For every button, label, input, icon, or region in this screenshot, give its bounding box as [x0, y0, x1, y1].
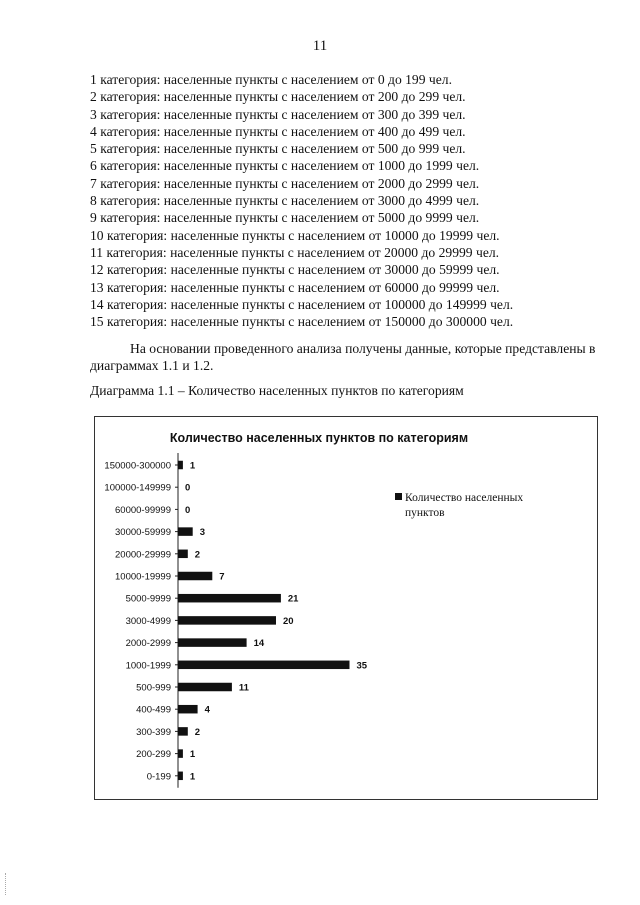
- chart-frame: [94, 416, 598, 800]
- bar: [178, 527, 193, 536]
- category-tick-label: 10000-19999: [115, 571, 171, 583]
- category-tick-label: 300-399: [136, 726, 171, 738]
- category-tick-label: 400-499: [136, 704, 171, 716]
- bar: [178, 461, 183, 470]
- bar: [178, 550, 188, 559]
- bar: [178, 616, 276, 625]
- category-line: 14 категория: населенные пункты с населением от 100000 до 149999 чел.: [90, 296, 514, 312]
- category-tick-label: 0-199: [146, 771, 171, 783]
- category-line: 9 категория: населенные пункты с населением от 5000 до 9999 чел.: [90, 210, 480, 226]
- category-line: 10 категория: населенные пункты с населением от 10000 до 19999 чел.: [90, 227, 500, 243]
- category-tick-label: 30000-59999: [115, 527, 171, 539]
- data-label: 3: [199, 527, 205, 539]
- category-line: 6 категория: населенные пункты с населением от 1000 до 1999 чел.: [90, 158, 480, 174]
- data-label: 14: [253, 638, 265, 650]
- bar: [178, 638, 247, 647]
- category-tick-label: 100000-149999: [104, 482, 171, 494]
- bar-chart: [95, 417, 596, 798]
- data-label: 2: [194, 726, 201, 738]
- analysis-paragraph: На основании проведенного анализа получены данные, которые представлены в диаграммах 1.1 и 1.2.: [90, 341, 596, 373]
- bar: [178, 661, 350, 670]
- category-line: 5 категория: населенные пункты с населением от 500 до 999 чел.: [90, 141, 466, 157]
- data-label: 20: [283, 615, 294, 627]
- bar: [178, 683, 232, 692]
- data-label: 21: [287, 593, 299, 605]
- category-line: 7 категория: населенные пункты с населением от 2000 до 2999 чел.: [90, 175, 480, 191]
- category-line: 2 категория: населенные пункты с населением от 200 до 299 чел.: [90, 89, 466, 105]
- category-line: 4 категория: населенные пункты с населением от 400 до 499 чел.: [90, 123, 466, 139]
- category-line: 1 категория: населенные пункты с населением от 0 до 199 чел.: [90, 72, 452, 87]
- data-label: 1: [189, 460, 196, 472]
- chart-legend: [395, 491, 525, 521]
- category-tick-label: 2000-2999: [125, 638, 171, 650]
- data-label: 7: [219, 571, 225, 583]
- category-line: 13 категория: населенные пункты с населением от 60000 до 99999 чел.: [90, 279, 500, 295]
- data-label: 4: [204, 704, 210, 716]
- category-line: 11 категория: населенные пункты с населением от 20000 до 29999 чел.: [90, 244, 500, 260]
- bar: [178, 594, 281, 603]
- chart-title: Количество населенных пунктов по категориям: [169, 431, 469, 445]
- scan-margin-mark: [5, 873, 7, 895]
- category-line: 12 категория: населенные пункты с населением от 30000 до 59999 чел.: [90, 262, 500, 278]
- category-tick-label: 5000-9999: [125, 593, 171, 605]
- category-tick-label: 150000-300000: [104, 460, 171, 472]
- page-number: 11: [312, 38, 328, 54]
- data-label: 0: [185, 482, 191, 494]
- category-tick-label: 200-299: [136, 749, 171, 761]
- chart-caption: Диаграмма 1.1 – Количество населенных пунктов по категориям: [90, 383, 464, 398]
- bar: [178, 727, 188, 736]
- bar: [178, 749, 183, 758]
- bar: [178, 772, 183, 781]
- category-line: 15 категория: населенные пункты с населением от 150000 до 300000 чел.: [90, 314, 514, 330]
- category-tick-label: 60000-99999: [115, 504, 171, 516]
- category-tick-label: 20000-29999: [115, 549, 171, 561]
- data-label: 1: [189, 771, 196, 783]
- category-line: 8 категория: населенные пункты с населением от 3000 до 4999 чел.: [90, 193, 480, 209]
- data-label: 35: [356, 660, 368, 672]
- bar: [178, 572, 212, 581]
- category-line: 3 категория: населенные пункты с населением от 300 до 399 чел.: [90, 106, 466, 122]
- data-label: 11: [238, 682, 249, 694]
- legend-swatch: [395, 493, 402, 500]
- data-label: 0: [185, 504, 191, 516]
- category-tick-label: 3000-4999: [125, 615, 171, 627]
- bar: [178, 705, 198, 714]
- legend-label: Количество населенных пунктов: [405, 492, 524, 519]
- data-label: 2: [194, 549, 201, 561]
- data-label: 1: [189, 749, 196, 761]
- category-tick-label: 500-999: [136, 682, 171, 694]
- category-tick-label: 1000-1999: [125, 660, 171, 672]
- category-list: [90, 71, 513, 330]
